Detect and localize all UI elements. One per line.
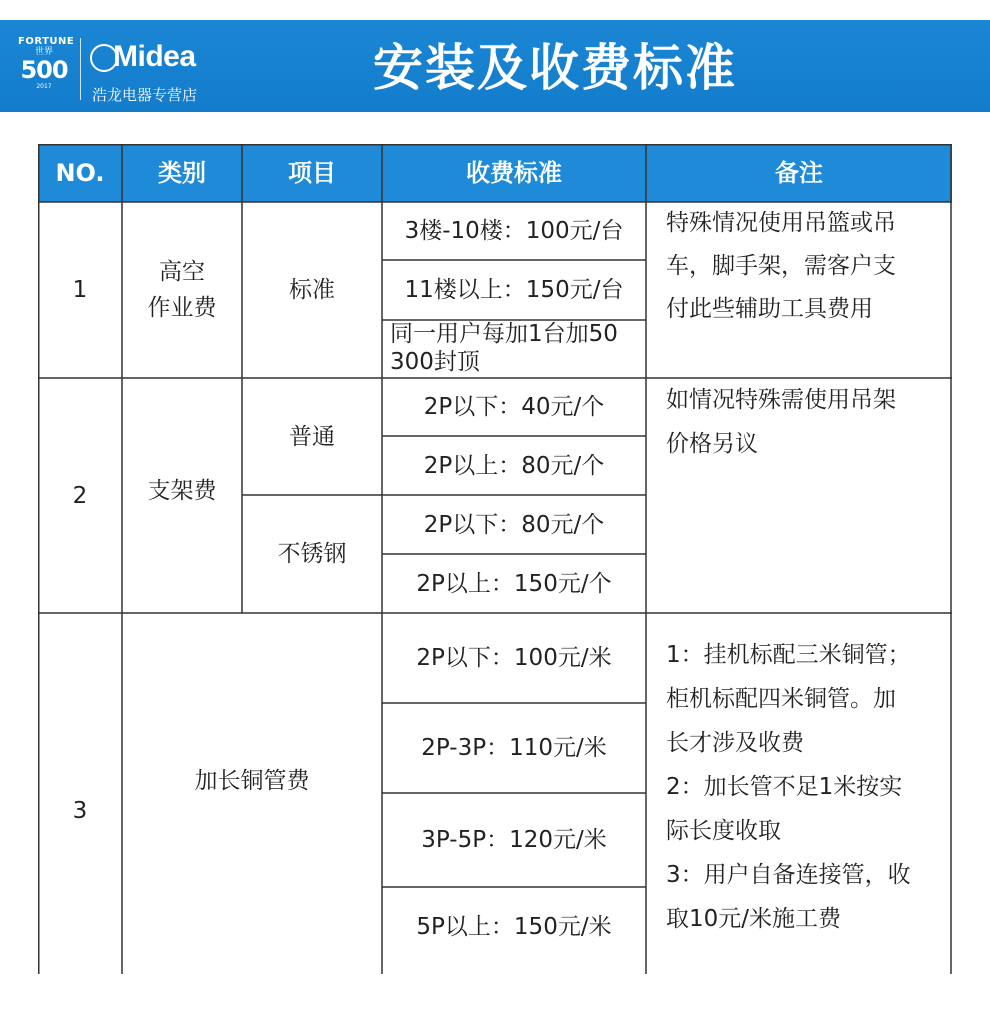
row2-fee-4: 2P以上：150元/个: [416, 570, 612, 597]
row3-fee-1: 2P以下：100元/米: [416, 645, 612, 671]
row1-note-line2: 车，脚手架，需客户支: [666, 253, 896, 279]
fortune-500-number: 500: [20, 56, 68, 84]
row2-fee-1: 2P以下：40元/个: [423, 394, 605, 420]
row2-fee-2: 2P以上：80元/个: [423, 452, 605, 479]
row1-fee-3-line1: 同一用户每加1台加50: [390, 321, 618, 347]
row3-note-line4: 2：加长管不足1米按实: [666, 774, 903, 800]
row2-fee-3: 2P以下：80元/个: [423, 511, 605, 538]
row1-fee-3: [382, 320, 646, 378]
fortune-label: FORTUNE: [18, 36, 75, 47]
fee-table: [38, 144, 952, 974]
row1-category-line2: 作业费: [147, 295, 217, 321]
header-category: 类别: [158, 159, 206, 187]
row1-fee-3-line2: 300封顶: [390, 349, 480, 375]
row1-note: [646, 202, 952, 378]
row3-note-line6: 3：用户自备连接管，收: [666, 862, 911, 888]
fortune-world-label: 世界: [34, 47, 53, 57]
row3-note-line2: 柜机标配四米铜管。加: [666, 686, 896, 712]
row3-note-line5: 际长度收取: [666, 818, 781, 844]
row1-item: 标准: [289, 277, 335, 303]
row1-note-line1: 特殊情况使用吊篮或吊: [666, 210, 896, 236]
row3-number: 3: [72, 798, 88, 824]
row2-number: 2: [72, 482, 88, 509]
row3-note-line3: 长才涉及收费: [666, 730, 804, 756]
row3-fee-4: 5P以上：150元/米: [416, 914, 612, 940]
row1-number: 1: [72, 277, 88, 303]
row3-note: [646, 633, 952, 953]
row2-item-stainless: 不锈钢: [277, 541, 347, 567]
row2-note-line2: 价格另议: [666, 431, 758, 457]
row2-category: 支架费: [147, 477, 217, 504]
brand-logo-text: Midea: [113, 40, 196, 73]
header-item: 项目: [288, 159, 336, 187]
row2-item-normal: 普通: [289, 423, 335, 450]
page-title: 安装及收费标准: [373, 39, 737, 97]
row2-note: [646, 378, 952, 613]
header-note: 备注: [775, 159, 823, 187]
row1-category: [122, 202, 242, 378]
row3-note-line1: 1：挂机标配三米铜管；: [666, 642, 911, 668]
header-fee: 收费标准: [466, 159, 562, 187]
row3-fee-3: 3P-5P：120元/米: [421, 827, 607, 853]
row2-note-line1: 如情况特殊需使用吊架: [666, 387, 896, 413]
store-name: 浩龙电器专营店: [92, 86, 198, 104]
row3-category: 加长铜管费: [194, 768, 310, 794]
row3-note-line7: 取10元/米施工费: [666, 906, 842, 932]
header-no: NO.: [55, 159, 105, 187]
row1-fee-1: 3楼-10楼：100元/台: [404, 218, 624, 244]
row1-category-line1: 高空: [159, 259, 205, 285]
fortune-500-badge: [18, 36, 75, 102]
row3-fee-2: 2P-3P：110元/米: [421, 735, 607, 761]
logo-divider: [80, 38, 81, 100]
fortune-year: 2017: [36, 83, 52, 90]
row1-note-line3: 付此些辅助工具费用: [666, 296, 873, 322]
row1-fee-2: 11楼以上：150元/台: [404, 277, 624, 303]
